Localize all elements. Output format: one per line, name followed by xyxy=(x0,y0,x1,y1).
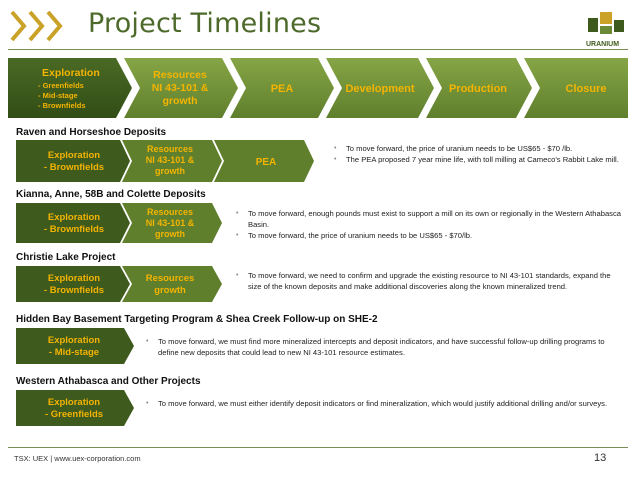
section-heading: Hidden Bay Basement Targeting Program & Shea Creek Follow-up on SHE-2 xyxy=(16,314,378,325)
stage-sublabel: - Mid-stage xyxy=(38,91,78,100)
bullet-item: • To move forward, the price of uranium needs to be US$65 - $70/lb. xyxy=(236,230,626,241)
stage-label: Exploration xyxy=(47,150,101,161)
section-5-bullets xyxy=(146,398,626,409)
stage-label: NI 43-101 & xyxy=(145,155,195,165)
stage-label: Resources xyxy=(146,207,194,217)
stage-exploration xyxy=(16,328,134,364)
bullet-item: • The PEA proposed 7 year mine life, with toll milling at Cameco's Rabbit Lake mill. xyxy=(334,154,626,165)
stage-label: growth xyxy=(154,285,186,296)
brand-logo-text: URANIUM xyxy=(586,41,620,48)
stage-sublabel: - Brownfields xyxy=(38,101,86,110)
chevrons-logo-icon xyxy=(8,10,74,42)
section-heading: Western Athabasca and Other Projects xyxy=(16,376,201,387)
stage-label: - Mid-stage xyxy=(48,347,100,358)
stage-label: Development xyxy=(345,83,415,95)
stage-label: growth xyxy=(155,229,185,239)
section-3-bullets xyxy=(236,270,626,292)
uex-uranium-logo-icon xyxy=(584,8,630,52)
stage-label: - Greenfields xyxy=(44,409,104,420)
stage-exploration xyxy=(16,266,130,302)
stage-label: Exploration xyxy=(47,397,101,408)
bullet-item: • To move forward, we must find more mineralized intercepts and deposit indicators, and have successful follow-up drilling programs to define new deposits that could lead to new NI 43-101 resource estimates. xyxy=(146,336,626,358)
page-number: 13 xyxy=(594,452,607,464)
section-2-bullets xyxy=(236,208,626,241)
stage-label: Exploration xyxy=(47,273,101,284)
section-heading: Christie Lake Project xyxy=(16,252,116,263)
section-1-bullets xyxy=(334,143,626,165)
stage-exploration xyxy=(16,140,130,182)
stage-resources xyxy=(122,266,222,302)
stage-label: growth xyxy=(155,166,185,176)
bullet-item: • To move forward, enough pounds must exist to support a mill on its own or regionally in the Western Athabasca Basin. xyxy=(236,208,626,230)
stage-label: Production xyxy=(448,83,508,95)
stage-label: - Brownfields xyxy=(43,285,105,296)
bullet-item: • To move forward, we must either identify deposit indicators or find mineralization, which would justify additional drilling and/or surveys. xyxy=(146,398,626,409)
page-title: Project Timelines xyxy=(88,8,322,39)
stage-label: NI 43-101 & xyxy=(151,82,209,94)
section-2-stages xyxy=(16,203,226,243)
stage-label: Exploration xyxy=(42,67,100,79)
bullet-item: • To move forward, the price of uranium needs to be US$65 - $70 /lb. xyxy=(334,143,626,154)
process-bar xyxy=(8,58,628,118)
stage-label: NI 43-101 & xyxy=(145,218,195,228)
stage-exploration xyxy=(16,203,130,243)
stage-label: - Brownfields xyxy=(43,162,105,173)
stage-label: PEA xyxy=(270,83,294,95)
stage-label: Resources xyxy=(146,144,194,154)
section-4-bullets xyxy=(146,336,626,358)
title-divider xyxy=(8,49,628,50)
footer-ticker: TSX: UEX | www.uex-corporation.com xyxy=(14,454,141,463)
footer-divider xyxy=(8,447,628,448)
stage-label: Exploration xyxy=(47,335,101,346)
stage-label: - Brownfields xyxy=(43,224,105,235)
section-3-stages xyxy=(16,266,226,302)
stage-label: Closure xyxy=(565,83,607,95)
section-4-stages xyxy=(16,328,140,364)
section-heading: Raven and Horseshoe Deposits xyxy=(16,127,167,138)
bullet-item: • To move forward, we need to confirm and upgrade the existing resource to NI 43-101 standards, expand the size of the known deposits and make additional discoveries along the known mineralized trend. xyxy=(236,270,626,292)
stage-exploration xyxy=(16,390,134,426)
stage-label: growth xyxy=(162,95,198,107)
section-5-stages xyxy=(16,390,140,426)
stage-label: Resources xyxy=(145,273,195,284)
stage-sublabel: - Greenfields xyxy=(38,81,84,90)
section-1-stages xyxy=(16,140,316,182)
stage-label: Exploration xyxy=(47,212,101,223)
stage-label: Resources xyxy=(153,69,207,81)
section-heading: Kianna, Anne, 58B and Colette Deposits xyxy=(16,189,206,200)
stage-label: PEA xyxy=(255,157,277,168)
